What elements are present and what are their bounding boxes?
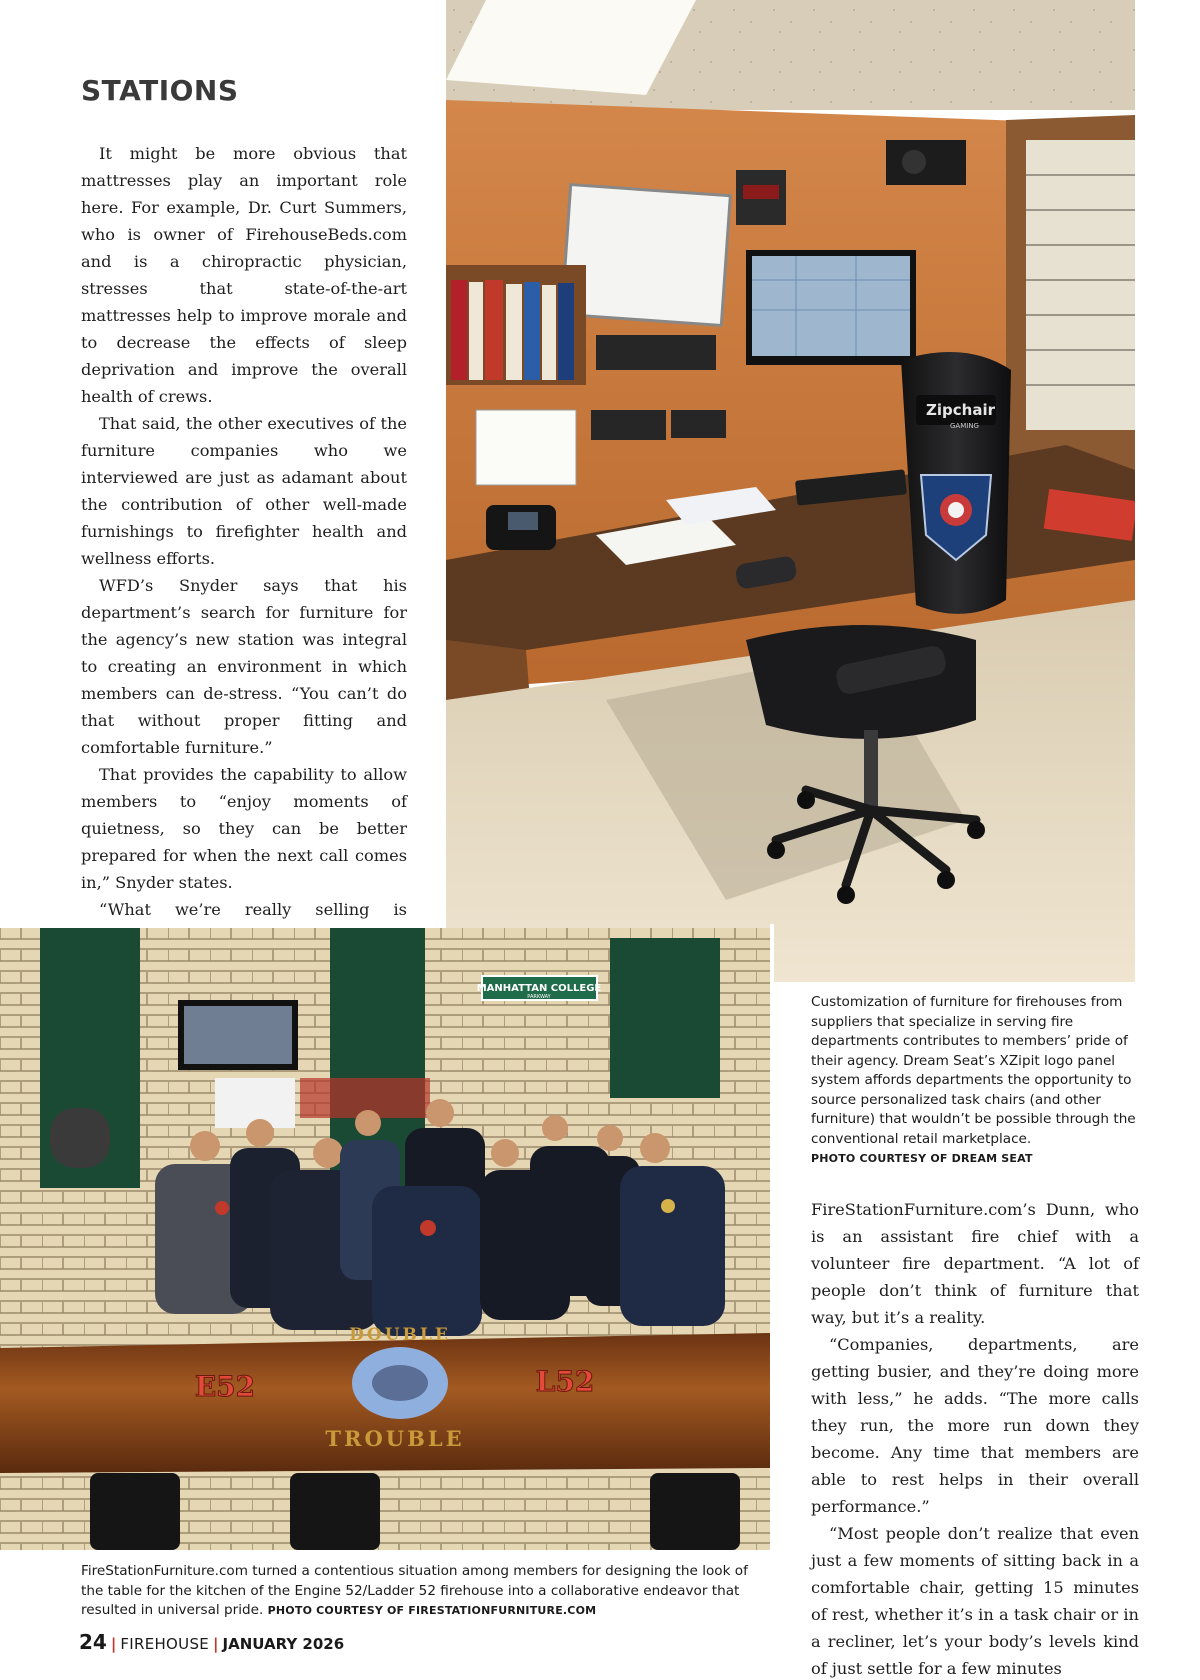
- section-title: STATIONS: [81, 74, 239, 107]
- firehouse-kitchen-illustration: [0, 928, 770, 1550]
- street-sign-sub: PARKWAY: [527, 994, 551, 1000]
- right-column-text: [811, 1196, 1139, 1680]
- page-number: 24: [79, 1630, 107, 1654]
- paragraph: “Companies, departments, are getting busier, and they’re doing more with less,” he adds. “The more calls they run, the more run down they become. Any time that members are able to rest helps in their overall performance.”: [811, 1335, 1139, 1516]
- photo-dispatch-office: [446, 0, 1135, 982]
- paragraph: WFD’s Snyder says that his department’s search for furniture for the agency’s new station was integral to creating an environment in which members can de-stress. “You can’t do that without proper fitting and comfortable furniture.”: [81, 576, 407, 757]
- photo-credit: PHOTO COURTESY OF FIRESTATIONFURNITURE.COM: [267, 1604, 597, 1617]
- paragraph: That said, the other executives of the furniture companies who we interviewed are just as adamant about the contribution of other well-made furnishings to firefighter health and wellness efforts.: [81, 414, 407, 568]
- photo-credit: PHOTO COURTESY OF DREAM SEAT: [811, 1152, 1033, 1165]
- photo-caption-bottom: [81, 1562, 771, 1621]
- photo-firehouse-kitchen: [0, 928, 770, 1550]
- issue-date: JANUARY 2026: [222, 1635, 345, 1653]
- caption-text: Customization of furniture for firehouses from suppliers that specialize in serving fire departments contributes to members’ pride of their agency. Dream Seat’s XZipit logo panel system affords departments the opportunity to source personalized task chairs (and other furniture) that wouldn’t be possible through the conventional retail marketplace.: [811, 994, 1136, 1147]
- table-right-text: L52: [535, 1365, 595, 1398]
- paragraph: FireStationFurniture.com’s Dunn, who is an assistant fire chief with a volunteer fire department. “A lot of people don’t think of furniture that way, but it’s a reality.: [811, 1200, 1139, 1327]
- paragraph: It might be more obvious that mattresses play an important role here. For example, Dr. Curt Summers, who is owner of FirehouseBeds.com and is a chiropractic physician, stresses that state-of-the-art mattresses help to improve morale and to decrease the effects of sleep deprivation and improve the overall health of crews.: [81, 144, 407, 406]
- chair-brand-sub: GAMING: [950, 422, 979, 430]
- paragraph: “What we’re really selling is: [99, 900, 407, 919]
- table-left-text: E52: [194, 1370, 256, 1403]
- folio-separator: |: [213, 1635, 219, 1653]
- photo-caption-top: [811, 993, 1141, 1169]
- table-bottom-text: TROUBLE: [325, 1426, 465, 1451]
- chair-brand-label: Zipchair: [926, 401, 995, 419]
- photo-divider: [770, 924, 774, 1552]
- left-column-text: [81, 140, 407, 1031]
- magazine-name: FIREHOUSE: [120, 1635, 210, 1653]
- paragraph: “Most people don’t realize that even just a few moments of sitting back in a comfortable chair, getting 15 minutes of rest, whether it’s in a task chair or in a recliner, let’s your body’s levels kind of just settle for a few minutes: [811, 1524, 1139, 1678]
- dispatch-office-illustration: [446, 0, 1135, 982]
- caption-text: FireStationFurniture.com turned a contentious situation among members for designing the look of the table for the kitchen of the Engine 52/Ladder 52 firehouse into a collaborative endeavor that resulted in universal pride.: [81, 1563, 748, 1618]
- paragraph: That provides the capability to allow members to “enjoy moments of quietness, so they can be better prepared for when the next call comes in,” Snyder states.: [81, 765, 407, 892]
- street-sign-text: MANHATTAN COLLEGE: [476, 983, 602, 994]
- page-folio: [79, 1630, 344, 1654]
- table-top-text: DOUBLE: [349, 1325, 451, 1345]
- folio-separator: |: [110, 1635, 117, 1653]
